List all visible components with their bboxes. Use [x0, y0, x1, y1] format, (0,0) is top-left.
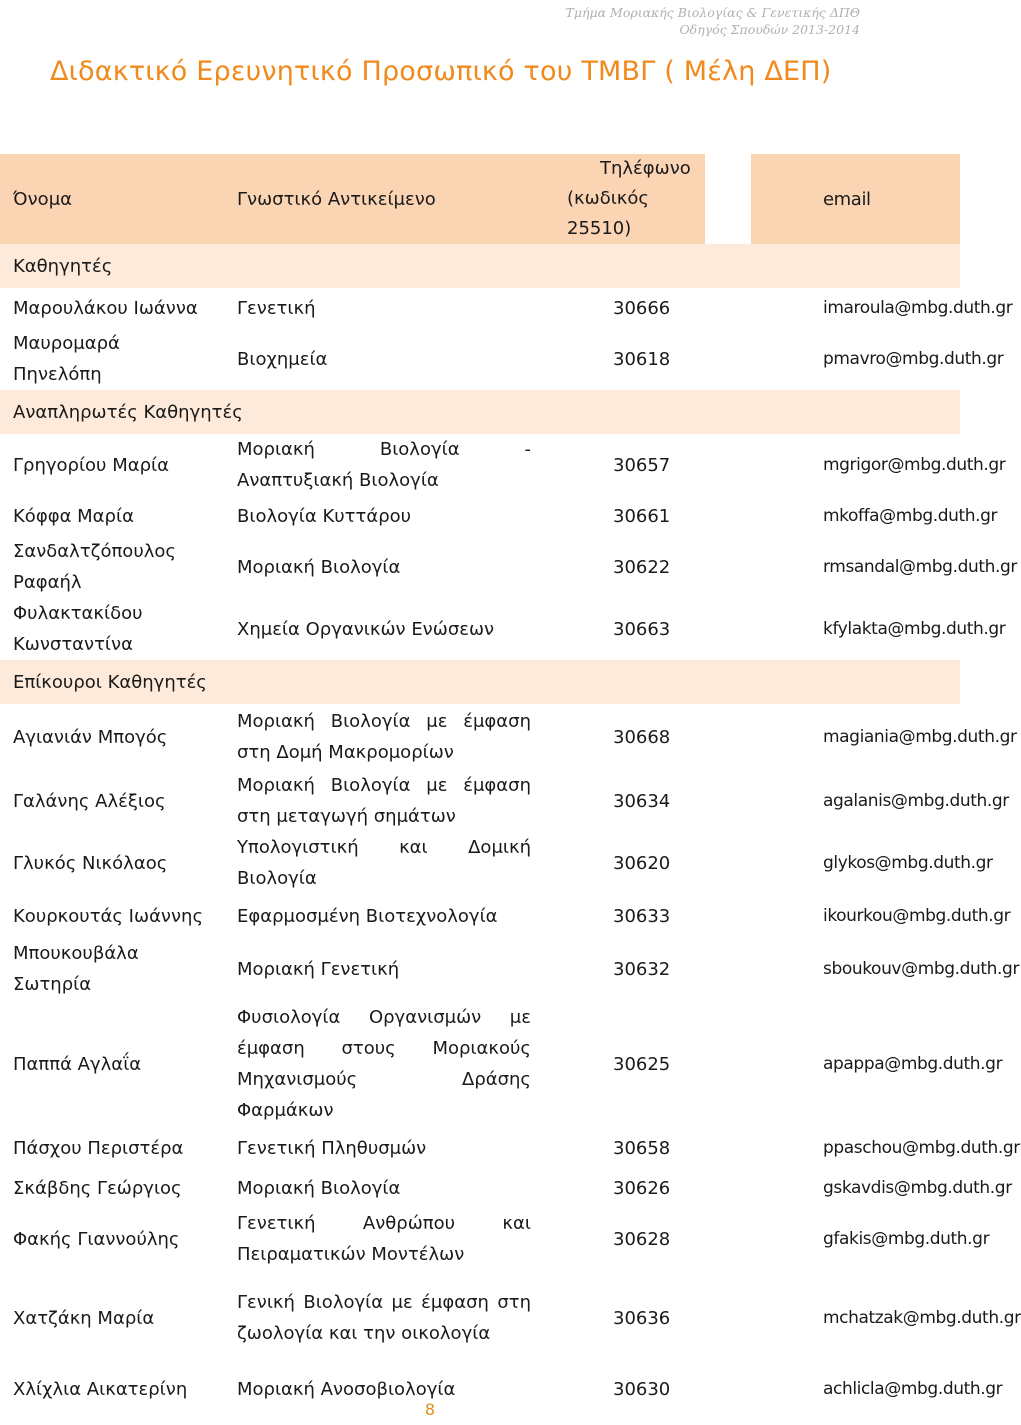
- phone-number: 30663: [613, 618, 671, 640]
- cell-phone: [613, 1208, 751, 1270]
- cell-subject: [233, 894, 613, 938]
- cell-name: [0, 1168, 233, 1208]
- phone-number: 30668: [613, 726, 671, 748]
- table-row: [0, 288, 960, 328]
- email-address: ikourkou@mbg.duth.gr: [823, 905, 1011, 926]
- phone-number: 30657: [613, 454, 671, 476]
- email-address: glykos@mbg.duth.gr: [823, 852, 993, 873]
- cell-email: [751, 770, 1009, 832]
- subject-text: Γενετική Πληθυσμών: [237, 1137, 427, 1159]
- phone-number: 30618: [613, 348, 671, 370]
- cell-subject: [233, 938, 613, 1000]
- subject-text: Βιοχημεία: [237, 348, 328, 370]
- column-header-name: Όνομα: [13, 188, 73, 210]
- email-address: gfakis@mbg.duth.gr: [823, 1228, 990, 1249]
- cell-name: [0, 1208, 233, 1270]
- table-row: [0, 496, 960, 536]
- cell-email: [751, 288, 1013, 328]
- page-title: Διδακτικό Ερευνητικό Προσωπικό του ΤΜΒΓ ( Μέλη ΔΕΠ): [50, 56, 832, 87]
- phone-number: 30620: [613, 852, 671, 874]
- email-address: magiania@mbg.duth.gr: [823, 726, 1017, 747]
- table-row: [0, 598, 960, 660]
- staff-name: Κόφφα Μαρία: [13, 505, 134, 527]
- section-row: [0, 390, 960, 434]
- cell-phone: [613, 1270, 751, 1366]
- cell-subject: [233, 496, 613, 536]
- cell-email: [751, 434, 1006, 496]
- staff-name: Γρηγορίου Μαρία: [13, 454, 169, 476]
- cell-name: [0, 434, 233, 496]
- section-title: Αναπληρωτές Καθηγητές: [0, 390, 960, 434]
- phone-number: 30633: [613, 905, 671, 927]
- staff-name: Παππά Αγλαΐα: [13, 1053, 142, 1075]
- running-header-guide: Οδηγός Σπουδών 2013-2014: [679, 22, 860, 37]
- staff-name: Χατζάκη Μαρία: [13, 1307, 155, 1329]
- email-address: imaroula@mbg.duth.gr: [823, 297, 1013, 318]
- table-row: [0, 1128, 960, 1168]
- phone-number: 30622: [613, 556, 671, 578]
- cell-subject: [233, 1168, 613, 1208]
- email-address: ppaschou@mbg.duth.gr: [823, 1137, 1020, 1158]
- staff-name: Σκάβδης Γεώργιος: [13, 1177, 182, 1199]
- email-address: mgrigor@mbg.duth.gr: [823, 454, 1006, 475]
- phone-number: 30626: [613, 1177, 671, 1199]
- email-address: kfylakta@mbg.duth.gr: [823, 618, 1006, 639]
- cell-phone: [613, 704, 751, 770]
- phone-number: 30636: [613, 1307, 671, 1329]
- table-row: [0, 770, 960, 832]
- subject-text: Μοριακή Βιολογία: [237, 1177, 401, 1199]
- staff-name: Γλυκός Νικόλαος: [13, 852, 168, 874]
- email-address: sboukouv@mbg.duth.gr: [823, 958, 1020, 979]
- email-address: mchatzak@mbg.duth.gr: [823, 1307, 1021, 1328]
- cell-subject: [233, 770, 613, 832]
- subject-text: Γενετική Ανθρώπου και Πειραματικών Μοντέλων: [237, 1213, 531, 1265]
- cell-email: [751, 496, 998, 536]
- table-row: [0, 832, 960, 894]
- email-address: gskavdis@mbg.duth.gr: [823, 1177, 1012, 1198]
- cell-name: [0, 938, 233, 1000]
- cell-name: [0, 894, 233, 938]
- cell-email: [751, 1270, 1021, 1366]
- cell-email: [751, 598, 1006, 660]
- staff-name: Αγιανιάν Μπογός: [13, 726, 168, 748]
- subject-text: Μοριακή Βιολογία - Αναπτυξιακή Βιολογία: [237, 439, 531, 491]
- table-row: [0, 704, 960, 770]
- table-row: [0, 1000, 960, 1128]
- cell-subject: [233, 328, 613, 390]
- staff-name: Γαλάνης Αλέξιος: [13, 790, 166, 812]
- staff-name: Κουρκουτάς Ιωάννης: [13, 905, 204, 927]
- cell-subject: [233, 288, 613, 328]
- phone-number: 30630: [613, 1378, 671, 1400]
- cell-name: [0, 1270, 233, 1366]
- cell-email: [751, 1168, 1012, 1208]
- section-row: [0, 660, 960, 704]
- cell-phone: [613, 434, 751, 496]
- phone-number: 30666: [613, 297, 671, 319]
- cell-email: [751, 1128, 1020, 1168]
- cell-phone: [613, 894, 751, 938]
- cell-name: [0, 1000, 233, 1128]
- subject-text: Μοριακή Ανοσοβιολογία: [237, 1378, 456, 1400]
- staff-name: Μαρουλάκου Ιωάννα: [13, 297, 198, 319]
- section-title: Επίκουροι Καθηγητές: [0, 660, 960, 704]
- staff-name: Φακής Γιαννούλης: [13, 1228, 180, 1250]
- phone-number: 30634: [613, 790, 671, 812]
- cell-subject: [233, 704, 613, 770]
- subject-text: Μοριακή Βιολογία με έμφαση στη Δομή Μακρομορίων: [237, 711, 531, 763]
- staff-name: Μαυρομαρά Πηνελόπη: [13, 333, 120, 385]
- running-header: [566, 4, 860, 38]
- running-header-department: Τμήμα Μοριακής Βιολογίας & Γενετικής ΔΠΘ: [565, 5, 860, 20]
- column-header-phone-code: (κωδικός 25510): [567, 188, 649, 239]
- subject-text: Χημεία Οργανικών Ενώσεων: [237, 618, 495, 640]
- subject-text: Εφαρμοσμένη Βιοτεχνολογία: [237, 905, 498, 927]
- email-address: rmsandal@mbg.duth.gr: [823, 556, 1017, 577]
- subject-text: Γενετική: [237, 297, 316, 319]
- email-address: pmavro@mbg.duth.gr: [823, 348, 1004, 369]
- cell-phone: [613, 1168, 751, 1208]
- cell-phone: [613, 832, 751, 894]
- table-header-row: [0, 154, 960, 244]
- cell-name: [0, 832, 233, 894]
- table-header: [0, 154, 960, 244]
- cell-name: [0, 496, 233, 536]
- cell-name: [0, 288, 233, 328]
- cell-phone: [613, 770, 751, 832]
- cell-subject: [233, 1000, 613, 1128]
- staff-name: Φυλακτακίδου Κωνσταντίνα: [13, 603, 143, 655]
- table-row: [0, 328, 960, 390]
- cell-subject: [233, 1270, 613, 1366]
- cell-name: [0, 536, 233, 598]
- phone-number: 30628: [613, 1228, 671, 1250]
- cell-email: [751, 1000, 1003, 1128]
- subject-text: Γενική Βιολογία με έμφαση στη ζωολογία και την οικολογία: [237, 1292, 531, 1344]
- table-row: [0, 938, 960, 1000]
- cell-email: [751, 536, 1017, 598]
- cell-phone: [613, 1128, 751, 1168]
- table-row: [0, 1208, 960, 1270]
- column-header-subject: Γνωστικό Αντικείμενο: [237, 188, 436, 210]
- cell-phone: [613, 328, 751, 390]
- staff-name: Πάσχου Περιστέρα: [13, 1137, 184, 1159]
- cell-email: [751, 1208, 990, 1270]
- cell-name: [0, 704, 233, 770]
- table-row: [0, 1168, 960, 1208]
- table-row: [0, 536, 960, 598]
- column-header-email: email: [823, 188, 871, 210]
- phone-number: 30658: [613, 1137, 671, 1159]
- table-row: [0, 434, 960, 496]
- table-row: [0, 1270, 960, 1366]
- cell-phone: [613, 288, 751, 328]
- phone-number: 30632: [613, 958, 671, 980]
- subject-text: Μοριακή Βιολογία: [237, 556, 401, 578]
- section-row: [0, 244, 960, 288]
- subject-text: Μοριακή Βιολογία με έμφαση στη μεταγωγή σημάτων: [237, 775, 531, 827]
- staff-name: Μπουκουβάλα Σωτηρία: [13, 943, 139, 995]
- cell-phone: [613, 496, 751, 536]
- subject-text: Μοριακή Γενετική: [237, 958, 400, 980]
- cell-name: [0, 598, 233, 660]
- cell-name: [0, 1128, 233, 1168]
- column-header-phone: [567, 154, 705, 244]
- staff-name: Σανδαλτζόπουλος Ραφαήλ: [13, 541, 176, 593]
- cell-subject: [233, 598, 613, 660]
- email-address: achlicla@mbg.duth.gr: [823, 1378, 1003, 1399]
- subject-text: Υπολογιστική και Δομική Βιολογία: [237, 837, 531, 889]
- cell-email: [751, 328, 1004, 390]
- cell-name: [0, 328, 233, 390]
- cell-name: [0, 770, 233, 832]
- email-address: mkoffa@mbg.duth.gr: [823, 505, 998, 526]
- page-number: 8: [424, 1400, 436, 1419]
- cell-email: [751, 894, 1011, 938]
- email-address: agalanis@mbg.duth.gr: [823, 790, 1009, 811]
- cell-subject: [233, 434, 613, 496]
- section-title: Καθηγητές: [0, 244, 960, 288]
- cell-phone: [613, 598, 751, 660]
- table-row: [0, 894, 960, 938]
- email-address: apappa@mbg.duth.gr: [823, 1053, 1003, 1074]
- faculty-table: [0, 154, 1021, 1412]
- cell-subject: [233, 1208, 613, 1270]
- cell-email: [751, 938, 1020, 1000]
- cell-phone: [613, 536, 751, 598]
- phone-number: 30625: [613, 1053, 671, 1075]
- subject-text: Βιολογία Κυττάρου: [237, 505, 412, 527]
- cell-phone: [613, 938, 751, 1000]
- subject-text: Φυσιολογία Οργανισμών με έμφαση στους Μοριακούς Μηχανισμούς Δράσης Φαρμάκων: [237, 1007, 531, 1121]
- staff-name: Χλίχλια Αικατερίνη: [13, 1378, 188, 1400]
- cell-phone: [613, 1000, 751, 1128]
- cell-email: [751, 704, 1017, 770]
- column-header-phone-label: Τηλέφωνο: [600, 158, 691, 179]
- table-body: [0, 244, 1021, 1412]
- cell-email: [751, 832, 993, 894]
- cell-subject: [233, 1128, 613, 1168]
- cell-subject: [233, 536, 613, 598]
- phone-number: 30661: [613, 505, 671, 527]
- cell-subject: [233, 832, 613, 894]
